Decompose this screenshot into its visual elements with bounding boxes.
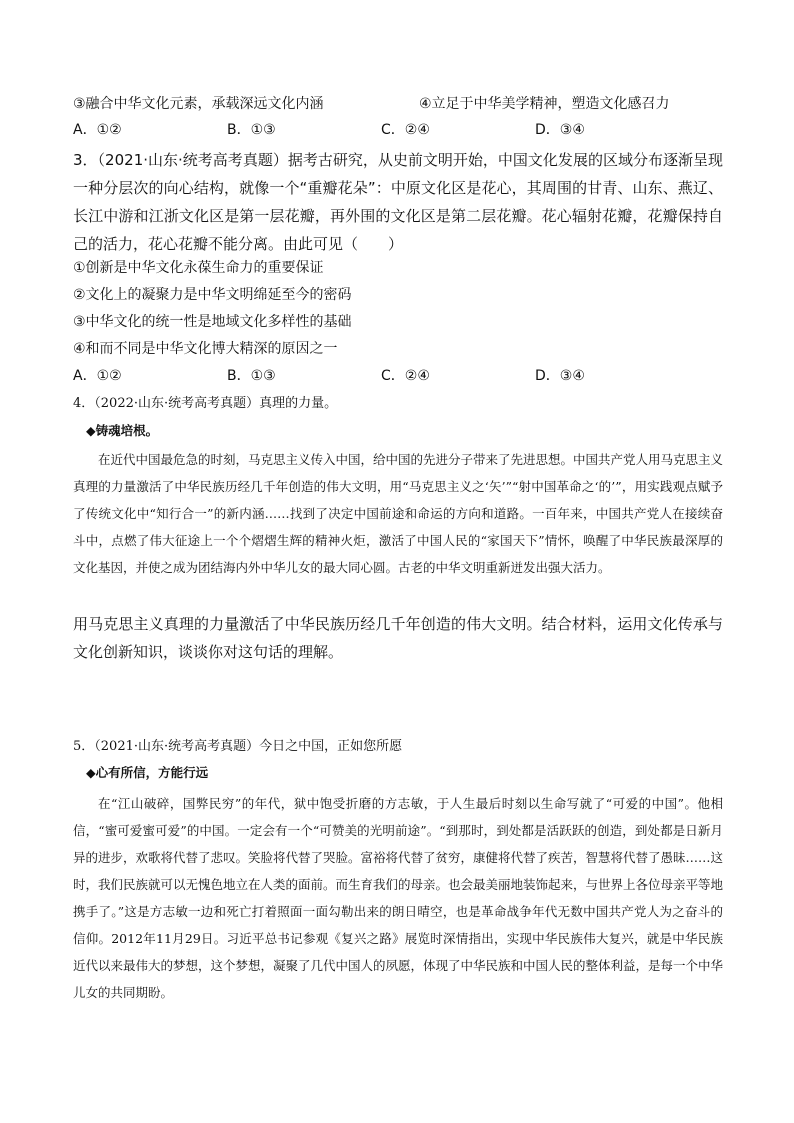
q3-answer-a: A．①② xyxy=(73,368,122,384)
q3-item-2: ②文化上的凝聚力是中华文明绵延至今的密码 xyxy=(73,287,352,303)
q4-stem: 4．（2022·山东·统考高考真题）真理的力量。 xyxy=(73,396,338,411)
q4-passage: 在近代中国最危急的时刻，马克思主义传入中国，给中国的先进分子带来了先进思想。中国共产党人用马克思主义真理的力量激活了中华民族历经几千年创造的伟大文明，用“马克思主义之‘矢’”“射中国革命之‘的’”，用实践观点赋予了传统文化中“知行合一”的新内涵……找到了决定中国前途和命运的方向和道路。一百年来，中国共产党人在接续奋斗中，点燃了伟大征途上一个个熠熠生辉的精神火炬，激活了中国人民的“家国天下”情怀，唤醒了中华民族最深厚的文化基因，并使之成为团结海内外中华儿女的最大同心圆。古老的中华文明重新迸发出强大活力。 xyxy=(73,452,724,575)
q2-answer-b: B．①③ xyxy=(227,122,276,138)
q3-stem: 3．（2021·山东·统考高考真题）据考古研究，从史前文明开始，中国文化发展的区域分布逐渐呈现一种分层次的向心结构，就像一个“重瓣花朵”：中原文化区是花心，其周围的甘青、山东、燕辽、长江中游和江浙文化区是第一层花瓣，再外围的文化区是第二层花瓣。花心辐射花瓣，花瓣保持自己的活力，花心花瓣不能分离。由此可见（ ） xyxy=(73,151,723,253)
q3-answer-b: B．①③ xyxy=(227,368,276,384)
q2-option-4: ④立足于中华美学精神，塑造文化感召力 xyxy=(419,96,670,112)
q4-subheading: ◆铸魂培根。 xyxy=(86,423,159,438)
q2-answer-a: A．①② xyxy=(73,122,122,138)
q5-subheading: ◆心有所信，方能行远 xyxy=(86,765,209,780)
q2-option-3: ③融合中华文化元素，承载深远文化内涵 xyxy=(73,96,324,112)
q4-question: 用马克思主义真理的力量激活了中华民族历经几千年创造的伟大文明。结合材料，运用文化传承与文化创新知识，谈谈你对这句话的理解。 xyxy=(73,615,723,661)
q3-item-4: ④和而不同是中华文化博大精深的原因之一 xyxy=(73,341,338,357)
q3-item-3: ③中华文化的统一性是地域文化多样性的基础 xyxy=(73,314,352,330)
q3-item-1: ①创新是中华文化永葆生命力的重要保证 xyxy=(73,260,324,276)
q5-passage: 在“江山破碎，国弊民穷”的年代，狱中饱受折磨的方志敏，于人生最后时刻以生命写就了“可爱的中国”。他相信，“蜜可爱蜜可爱”的中国。一定会有一个“可赞美的光明前途”。“到那时，到处都是活跃跃的创造，到处都是日新月异的进步，欢歌将代替了悲叹。笑脸将代替了哭脸。富裕将代替了贫穷，康健将代替了疾苦，智慧将代替了愚昧……这时，我们民族就可以无愧色地立在人类的面前。而生育我们的母亲。也会最美丽地装饰起来，与世界上各位母亲平等地携手了。”这是方志敏一边和死亡打着照面一面勾勒出来的朗日晴空，也是革命战争年代无数中国共产党人为之奋斗的信仰。2012年11月29日。习近平总书记参观《复兴之路》展览时深情指出，实现中华民族伟大复兴，就是中华民族近代以来最伟大的梦想，这个梦想，凝聚了几代中国人的夙愿，体现了中华民族和中国人民的整体利益，是每一个中华儿女的共同期盼。 xyxy=(73,796,724,1000)
q2-answer-d: D．③④ xyxy=(535,122,585,138)
q3-answer-d: D．③④ xyxy=(535,368,585,384)
q5-stem: 5．（2021·山东·统考高考真题）今日之中国，正如您所愿 xyxy=(73,739,403,754)
q3-answer-c: C．②④ xyxy=(381,368,430,384)
q2-answer-c: C．②④ xyxy=(381,122,430,138)
